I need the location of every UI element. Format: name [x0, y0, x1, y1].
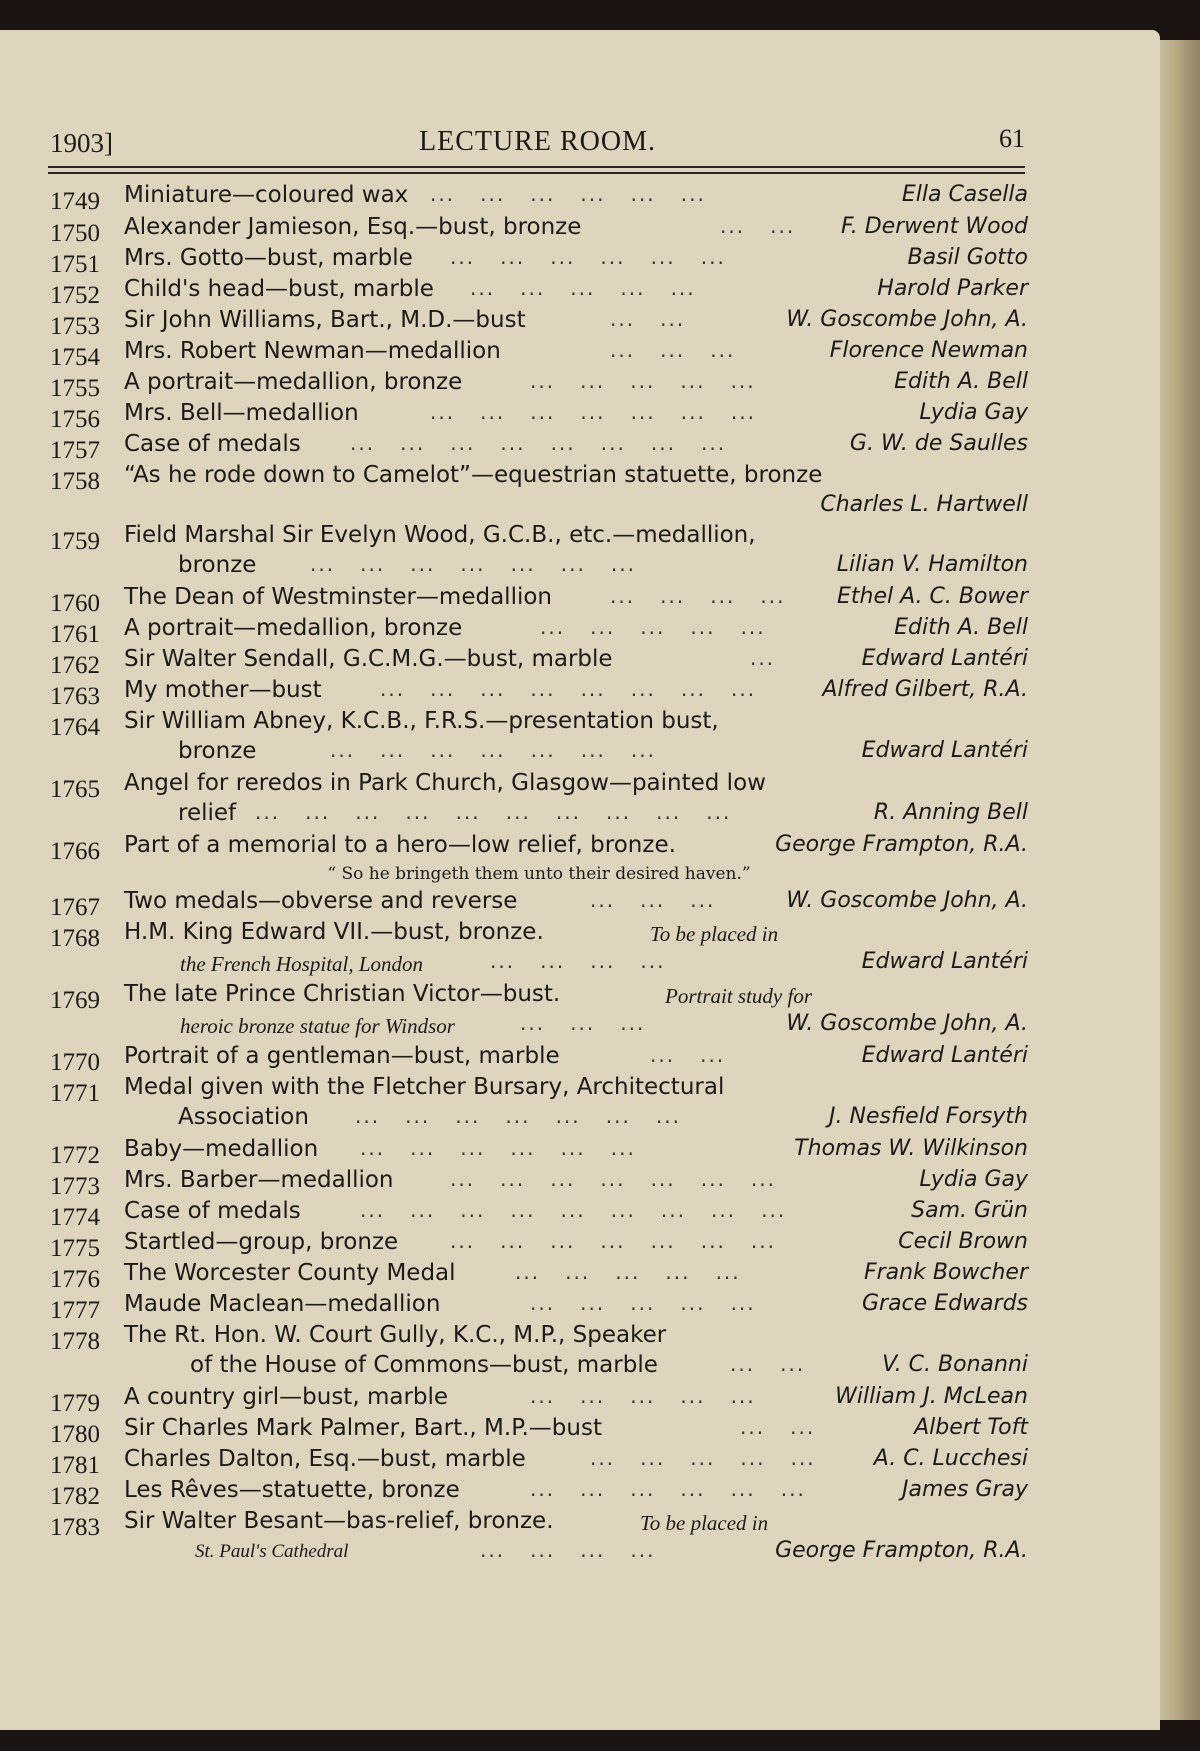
- entry-artist: Frank Bowcher: [863, 1260, 1028, 1285]
- entry-title: Sir Walter Sendall, G.C.M.G.—bust, marble: [124, 646, 613, 672]
- catalogue-entry: 1783 Sir Walter Besant—bas-relief, bronze. To be placed in St. Paul's Cathedral ... ... ... ... George Frampton, R.A.: [50, 1508, 1028, 1563]
- entry-title: Mrs. Gotto—bust, marble: [124, 245, 413, 271]
- entry-artist: George Frampton, R.A.: [775, 832, 1028, 857]
- entry-number: 1752: [50, 282, 100, 309]
- header-rule-bottom: [48, 172, 1025, 174]
- entry-artist: Albert Toft: [914, 1415, 1028, 1440]
- catalogue-entry: 1762 Sir Walter Sendall, G.C.M.G.—bust, marble ... Edward Lantéri: [50, 646, 1028, 679]
- entry-number: 1762: [50, 652, 100, 679]
- entry-title: Miniature—coloured wax: [124, 182, 409, 208]
- catalogue-entry: 1770 Portrait of a gentleman—bust, marble ... ... Edward Lantéri: [50, 1043, 1028, 1076]
- catalogue-entry: 1777 Maude Maclean—medallion ... ... ... ... ... Grace Edwards: [50, 1291, 1028, 1324]
- entry-title: Field Marshal Sir Evelyn Wood, G.C.B., etc.—medallion,: [124, 522, 756, 548]
- running-head-year: 1903]: [50, 128, 113, 158]
- catalogue-entry: [50, 832, 1028, 886]
- entry-title: Part of a memorial to a hero—low relief, bronze.: [124, 832, 676, 858]
- entry-number: 1758: [50, 468, 100, 495]
- entry-number: 1769: [50, 987, 100, 1014]
- catalogue-entry: 1781 Charles Dalton, Esq.—bust, marble ... ... ... ... ... A. C. Lucchesi: [50, 1446, 1028, 1479]
- entry-artist: Lydia Gay: [919, 400, 1028, 425]
- entry-artist: W. Goscombe John, A.: [786, 1011, 1028, 1036]
- entry-title: H.M. King Edward VII.—bust, bronze.: [124, 919, 544, 945]
- entry-number: 1780: [50, 1421, 100, 1448]
- entry-artist: Lilian V. Hamilton: [836, 552, 1028, 577]
- entry-number: 1771: [50, 1080, 100, 1107]
- entry-title: Maude Maclean—medallion: [124, 1291, 441, 1317]
- entry-artist: William J. McLean: [835, 1384, 1028, 1409]
- entry-number: 1749: [50, 188, 100, 215]
- entry-number: 1774: [50, 1204, 100, 1231]
- entry-number: 1781: [50, 1452, 100, 1479]
- catalogue-entry: 1755 A portrait—medallion, bronze ... ... ... ... ... Edith A. Bell: [50, 369, 1028, 402]
- entry-title: My mother—bust: [124, 677, 322, 703]
- entry-number: 1765: [50, 776, 100, 803]
- entry-artist: W. Goscombe John, A.: [786, 307, 1028, 332]
- entry-note-continued: heroic bronze statue for Windsor: [180, 1014, 455, 1038]
- entry-artist: Florence Newman: [829, 338, 1028, 363]
- entry-title-continued: Association: [178, 1104, 309, 1130]
- entry-title: Alexander Jamieson, Esq.—bust, bronze: [124, 214, 582, 240]
- catalogue-entry: 1768 H.M. King Edward VII.—bust, bronze. To be placed in the French Hospital, London ... ... ... ... Edward Lantéri: [50, 919, 1028, 976]
- entry-artist: Ethel A. C. Bower: [836, 584, 1028, 609]
- entry-note-continued: St. Paul's Cathedral: [195, 1541, 349, 1562]
- entry-title: Case of medals: [124, 431, 301, 457]
- entry-number: 1768: [50, 925, 100, 952]
- entry-artist: Edith A. Bell: [894, 369, 1028, 394]
- entry-artist: J. Nesfield Forsyth: [829, 1104, 1028, 1129]
- entry-number: 1753: [50, 313, 100, 340]
- entry-artist: Edward Lantéri: [861, 1043, 1028, 1068]
- entry-number: 1783: [50, 1514, 100, 1541]
- entry-title: Baby—medallion: [124, 1136, 319, 1162]
- entry-title: Les Rêves—statuette, bronze: [124, 1477, 460, 1503]
- entry-title-continued: bronze: [178, 738, 257, 764]
- entry-title: Portrait of a gentleman—bust, marble: [124, 1043, 560, 1069]
- catalogue-entry: 1765 Angel for reredos in Park Church, Glasgow—painted low relief ... ... ... ... ... ... ... ... ... ... R. Anning Bell: [50, 770, 1028, 826]
- catalogue-entry: 1751 Mrs. Gotto—bust, marble ... ... ... ... ... ... Basil Gotto: [50, 245, 1028, 278]
- entry-title: Mrs. Barber—medallion: [124, 1167, 394, 1193]
- catalogue-entry: 1767 Two medals—obverse and reverse ... ... ... W. Goscombe John, A.: [50, 888, 1028, 921]
- entry-title: A country girl—bust, marble: [124, 1384, 449, 1410]
- catalogue-entry: 1780 Sir Charles Mark Palmer, Bart., M.P.—bust ... ... Albert Toft: [50, 1415, 1028, 1448]
- entry-number: 1750: [50, 220, 100, 247]
- catalogue-entry: 1774 Case of medals ... ... ... ... ... ... ... ... ... Sam. Grün: [50, 1198, 1028, 1231]
- page-edge: [1160, 40, 1200, 1720]
- entry-title: A portrait—medallion, bronze: [124, 615, 463, 641]
- page-number: 61: [999, 124, 1025, 153]
- entry-title: The Rt. Hon. W. Court Gully, K.C., M.P., Speaker: [124, 1322, 667, 1348]
- entry-number: 1766: [50, 838, 100, 865]
- entry-title: The Dean of Westminster—medallion: [124, 584, 553, 610]
- entry-note-continued: the French Hospital, London: [180, 952, 424, 976]
- running-head: [50, 118, 1025, 158]
- catalogue-entry: 1775 Startled—group, bronze ... ... ... ... ... ... ... Cecil Brown: [50, 1229, 1028, 1262]
- entry-title: A portrait—medallion, bronze: [124, 369, 463, 395]
- entry-artist: Edward Lantéri: [861, 646, 1028, 671]
- catalogue-entry: 1759 Field Marshal Sir Evelyn Wood, G.C.B., etc.—medallion, bronze ... ... ... ... ... ... ... Lilian V. Hamilton: [50, 522, 1028, 578]
- entry-title: Angel for reredos in Park Church, Glasgow—painted low: [124, 770, 766, 796]
- entry-artist: F. Derwent Wood: [840, 214, 1028, 239]
- entry-artist: Harold Parker: [877, 276, 1028, 301]
- entry-number: 1763: [50, 683, 100, 710]
- entry-artist: James Gray: [902, 1477, 1028, 1502]
- entry-note: To be placed in: [640, 1511, 769, 1535]
- entry-title: Startled—group, bronze: [124, 1229, 399, 1255]
- entry-artist: Thomas W. Wilkinson: [794, 1136, 1028, 1161]
- entry-artist: Charles L. Hartwell: [820, 492, 1028, 517]
- catalogue-entry: 1754 Mrs. Robert Newman—medallion ... ... ... Florence Newman: [50, 338, 1028, 371]
- entry-number: 1777: [50, 1297, 100, 1324]
- catalogue-entry: 1760 The Dean of Westminster—medallion ... ... ... ... Ethel A. C. Bower: [50, 584, 1028, 617]
- entry-artist: V. C. Bonanni: [882, 1352, 1028, 1377]
- entry-number: 1764: [50, 714, 100, 741]
- entry-number: 1761: [50, 621, 100, 648]
- catalogue-entry: 1764 Sir William Abney, K.C.B., F.R.S.—presentation bust, bronze ... ... ... ... ... ... ... Edward Lantéri: [50, 708, 1028, 764]
- entry-title: Two medals—obverse and reverse: [124, 888, 518, 914]
- entry-title: The late Prince Christian Victor—bust.: [124, 981, 561, 1007]
- entry-artist: Sam. Grün: [911, 1198, 1028, 1223]
- entry-artist: Ella Casella: [901, 182, 1028, 207]
- page-title: LECTURE ROOM.: [419, 126, 656, 157]
- catalogue-entry: [50, 462, 1028, 522]
- entry-artist: R. Anning Bell: [873, 800, 1028, 825]
- entry-artist: W. Goscombe John, A.: [786, 888, 1028, 913]
- entry-artist: G. W. de Saulles: [849, 431, 1028, 456]
- entry-title: Sir Charles Mark Palmer, Bart., M.P.—bust: [124, 1415, 602, 1441]
- catalogue-entry: 1769 The late Prince Christian Victor—bust. Portrait study for heroic bronze statue for Windsor ... ... ... W. Goscombe John, A.: [50, 981, 1028, 1038]
- catalogue-entry: 1757 Case of medals ... ... ... ... ... ... ... ... G. W. de Saulles: [50, 431, 1028, 464]
- entry-title: Sir John Williams, Bart., M.D.—bust: [124, 307, 526, 333]
- catalogue-entry: 1776 The Worcester County Medal ... ... ... ... ... Frank Bowcher: [50, 1260, 1028, 1293]
- catalogue-entry: 1763 My mother—bust ... ... ... ... ... ... ... ... Alfred Gilbert, R.A.: [50, 677, 1028, 710]
- entry-number: 1754: [50, 344, 100, 371]
- entry-note: To be placed in: [650, 922, 779, 946]
- entry-artist: Grace Edwards: [861, 1291, 1028, 1316]
- catalogue-entry: 1782 Les Rêves—statuette, bronze ... ... ... ... ... ... James Gray: [50, 1477, 1028, 1510]
- catalogue-entry: 1778 The Rt. Hon. W. Court Gully, K.C., M.P., Speaker of the House of Commons—bust, marble ... ... V. C. Bonanni: [50, 1322, 1028, 1378]
- entry-artist: Lydia Gay: [919, 1167, 1028, 1192]
- entry-artist: Alfred Gilbert, R.A.: [822, 677, 1028, 702]
- entry-artist: Edward Lantéri: [861, 949, 1028, 974]
- entry-title-continued: relief: [178, 800, 237, 826]
- entry-artist: Cecil Brown: [898, 1229, 1028, 1254]
- entry-title: Charles Dalton, Esq.—bust, marble: [124, 1446, 526, 1472]
- entry-number: 1760: [50, 590, 100, 617]
- entry-number: 1778: [50, 1328, 100, 1355]
- entry-number: 1755: [50, 375, 100, 402]
- header-rule-top: [48, 166, 1025, 168]
- entry-title: “As he rode down to Camelot”—equestrian statuette, bronze: [124, 462, 823, 488]
- entry-title: Mrs. Robert Newman—medallion: [124, 338, 501, 364]
- catalogue-entry: 1749 Miniature—coloured wax ... ... ... ... ... ... Ella Casella: [50, 182, 1028, 215]
- entry-number: 1782: [50, 1483, 100, 1510]
- entry-number: 1776: [50, 1266, 100, 1293]
- entry-title: Medal given with the Fletcher Bursary, Architectural: [124, 1074, 725, 1100]
- entry-title-continued: of the House of Commons—bust, marble: [190, 1352, 658, 1378]
- entry-note: Portrait study for: [665, 984, 813, 1008]
- entry-title: Sir William Abney, K.C.B., F.R.S.—presentation bust,: [124, 708, 719, 734]
- catalogue-entry: 1773 Mrs. Barber—medallion ... ... ... ... ... ... ... Lydia Gay: [50, 1167, 1028, 1200]
- catalogue-entry: 1752 Child's head—bust, marble ... ... ... ... ... Harold Parker: [50, 276, 1028, 309]
- entry-title: Child's head—bust, marble: [124, 276, 434, 302]
- catalogue-entry: 1753 Sir John Williams, Bart., M.D.—bust ... ... W. Goscombe John, A.: [50, 307, 1028, 340]
- entry-number: 1757: [50, 437, 100, 464]
- entry-artist: Edith A. Bell: [894, 615, 1028, 640]
- entry-number: 1775: [50, 1235, 100, 1262]
- entry-number: 1773: [50, 1173, 100, 1200]
- entry-artist: Basil Gotto: [907, 245, 1028, 270]
- entry-title: Mrs. Bell—medallion: [124, 400, 359, 426]
- catalogue-entry: 1756 Mrs. Bell—medallion ... ... ... ... ... ... ... Lydia Gay: [50, 400, 1028, 433]
- entry-title: Case of medals: [124, 1198, 301, 1224]
- entry-artist: A. C. Lucchesi: [873, 1446, 1028, 1471]
- catalogue-entry: 1750 Alexander Jamieson, Esq.—bust, bronze ... ... F. Derwent Wood: [50, 214, 1028, 247]
- entry-number: 1756: [50, 406, 100, 433]
- entry-number: 1751: [50, 251, 100, 278]
- catalogue-entry: 1779 A country girl—bust, marble ... ... ... ... ... William J. McLean: [50, 1384, 1028, 1417]
- catalogue-entry: 1771 Medal given with the Fletcher Bursary, Architectural Association ... ... ... ... ... ... ... J. Nesfield Forsyth: [50, 1074, 1028, 1130]
- entry-number: 1770: [50, 1049, 100, 1076]
- entry-number: 1779: [50, 1390, 100, 1417]
- entry-number: 1772: [50, 1142, 100, 1169]
- entry-title: Sir Walter Besant—bas-relief, bronze.: [124, 1508, 554, 1534]
- entry-number: 1759: [50, 528, 100, 555]
- entry-number: 1767: [50, 894, 100, 921]
- entry-quotation: “ So he bringeth them unto their desired haven.”: [327, 864, 751, 884]
- entry-title-continued: bronze: [178, 552, 257, 578]
- catalogue-entry: 1761 A portrait—medallion, bronze ... ... ... ... ... Edith A. Bell: [50, 615, 1028, 648]
- entry-title: The Worcester County Medal: [124, 1260, 456, 1286]
- entry-artist: George Frampton, R.A.: [775, 1538, 1028, 1563]
- catalogue-entry: 1772 Baby—medallion ... ... ... ... ... ... Thomas W. Wilkinson: [50, 1136, 1028, 1169]
- entry-artist: Edward Lantéri: [861, 738, 1028, 763]
